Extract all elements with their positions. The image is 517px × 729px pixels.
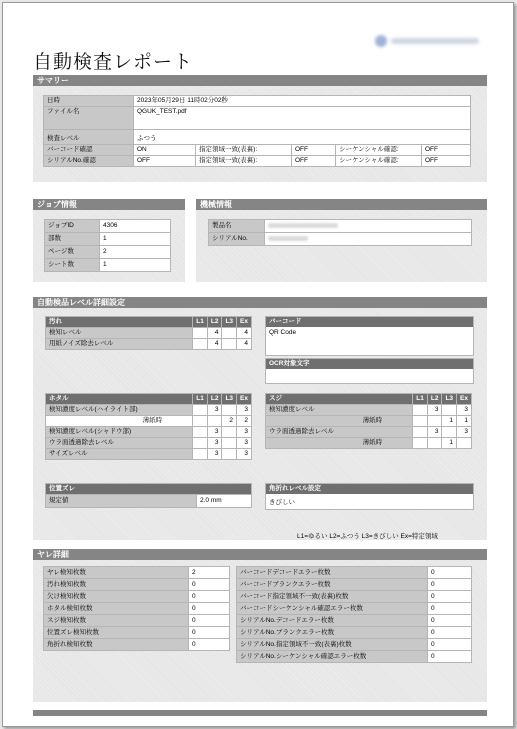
table-row: 角折れ検知枚数 0 — [44, 639, 230, 651]
table-row: バーコード指定領域不一致(表裏)枚数 0 — [237, 591, 472, 603]
dirt-table: 汚れ L1 L2 L3 Ex 検知レベル 4 4 用紙ノイズ除去レベル 4 4 — [45, 316, 252, 350]
barcode-value: QR Code — [269, 329, 297, 336]
job-table — [44, 219, 171, 272]
table-row: 検知濃度レベル(ハイライト部) 3 3 — [46, 405, 252, 416]
level-value: ふつう — [134, 130, 471, 145]
table-row: ホタル検知枚数 0 — [44, 603, 230, 615]
date-value: 2023年05月29日 11時02分02秒 — [134, 96, 471, 107]
table-row: バーコードデコードエラー枚数 0 — [237, 567, 472, 579]
table-row: シリアルNo. — [209, 233, 472, 246]
file-label: ファイル名 — [44, 107, 134, 130]
table-row: 欠け検知枚数 0 — [44, 591, 230, 603]
yare-left-table — [43, 566, 230, 651]
table-row: 汚れ検知枚数 0 — [44, 579, 230, 591]
ocr-box — [265, 358, 474, 384]
table-row: シート数 1 — [45, 259, 171, 272]
table-row: 部数 1 — [45, 233, 171, 246]
summary-row: バーコード確認 ON 指定領域一致(表裏): OFF シーケンシャル確認: OFF — [44, 145, 471, 156]
table-row: シリアルNo.指定領域不一致(表裏)枚数 0 — [237, 639, 472, 651]
table-row: シリアルNo.デコードエラー枚数 0 — [237, 615, 472, 627]
table-row: バーコードブランクエラー枚数 0 — [237, 579, 472, 591]
table-row: 検知濃度レベル(シャドウ部) 3 3 — [46, 427, 252, 438]
table-row: ウラ面透過除去レベル 3 3 — [46, 438, 252, 449]
table-row: 薄紙時 1 — [266, 438, 472, 449]
level-label: 検査レベル — [44, 130, 134, 145]
shift-table: 位置ズレ 規定値 2.0 mm — [45, 483, 252, 508]
yare-right-table — [236, 566, 472, 663]
table-row: ジョブID 4306 — [45, 220, 171, 233]
footer-bar — [33, 710, 487, 716]
table-row: スジ検知枚数 0 — [44, 615, 230, 627]
barcode-box — [265, 316, 474, 356]
table-row: 検知濃度レベル 3 3 — [266, 405, 472, 416]
file-value: QGUK_TEST.pdf — [134, 107, 471, 130]
corner-header: 角折れレベル設定 — [266, 484, 473, 494]
yare-header: ヤレ詳細 — [33, 549, 487, 560]
machine-header: 機械情報 — [196, 199, 487, 210]
summary-header: サマリー — [33, 75, 487, 86]
table-row: 薄紙時 1 1 — [266, 416, 472, 427]
company-logo — [375, 34, 485, 48]
report-title: 自動検査レポート — [33, 51, 194, 73]
hotaru-table: ホタル L1 L2 L3 Ex 検知濃度レベル(ハイライト部) 3 3 薄紙時 2 2 検知濃度レベル(シャドウ部) 3 3 ウラ面透過除去レベル 3 3 サイズレベル 3 3 — [45, 393, 252, 460]
table-row: ページ数 2 — [45, 246, 171, 259]
redacted-serial — [268, 236, 308, 241]
table-row: サイズレベル 3 3 — [46, 449, 252, 460]
report-page — [2, 2, 514, 727]
table-row: ヤレ検知枚数 2 — [44, 567, 230, 579]
table-row: 薄紙時 2 2 — [46, 416, 252, 427]
table-row: シリアルNo.シーケンシャル確認エラー枚数 0 — [237, 651, 472, 663]
summary-table — [43, 95, 471, 167]
redacted-product — [268, 223, 338, 228]
table-row: シリアルNo.ブランクエラー枚数 0 — [237, 627, 472, 639]
date-label: 日時 — [44, 96, 134, 107]
suji-table: スジ L1 L2 L3 Ex 検知濃度レベル 3 3 薄紙時 1 1 ウラ面透過除去レベル 3 3 薄紙時 1 — [265, 393, 472, 449]
summary-row: シリアルNo.確認 OFF 指定領域一致(表裏): OFF シーケンシャル確認: OFF — [44, 156, 471, 167]
table-row: 用紙ノイズ除去レベル 4 4 — [46, 339, 252, 350]
table-row: 検知レベル 4 4 — [46, 328, 252, 339]
barcode-header: バーコード — [266, 317, 473, 327]
ocr-header: OCR対象文字 — [266, 359, 473, 369]
table-row: 製品名 — [209, 220, 472, 233]
job-header: ジョブ情報 — [33, 199, 185, 210]
detail-header: 自動検品レベル詳細設定 — [33, 297, 487, 308]
machine-table — [208, 219, 472, 246]
table-row: 規定値 2.0 mm — [46, 495, 252, 508]
corner-value: きびしい — [269, 499, 295, 506]
table-row: ウラ面透過除去レベル 3 3 — [266, 427, 472, 438]
table-row: バーコードシーケンシャル確認エラー枚数 0 — [237, 603, 472, 615]
table-row: 位置ズレ検知枚数 0 — [44, 627, 230, 639]
level-legend: L1=ゆるい L2=ふつう L3=きびしい Ex=特定領域 — [297, 533, 438, 540]
corner-box — [265, 483, 474, 510]
